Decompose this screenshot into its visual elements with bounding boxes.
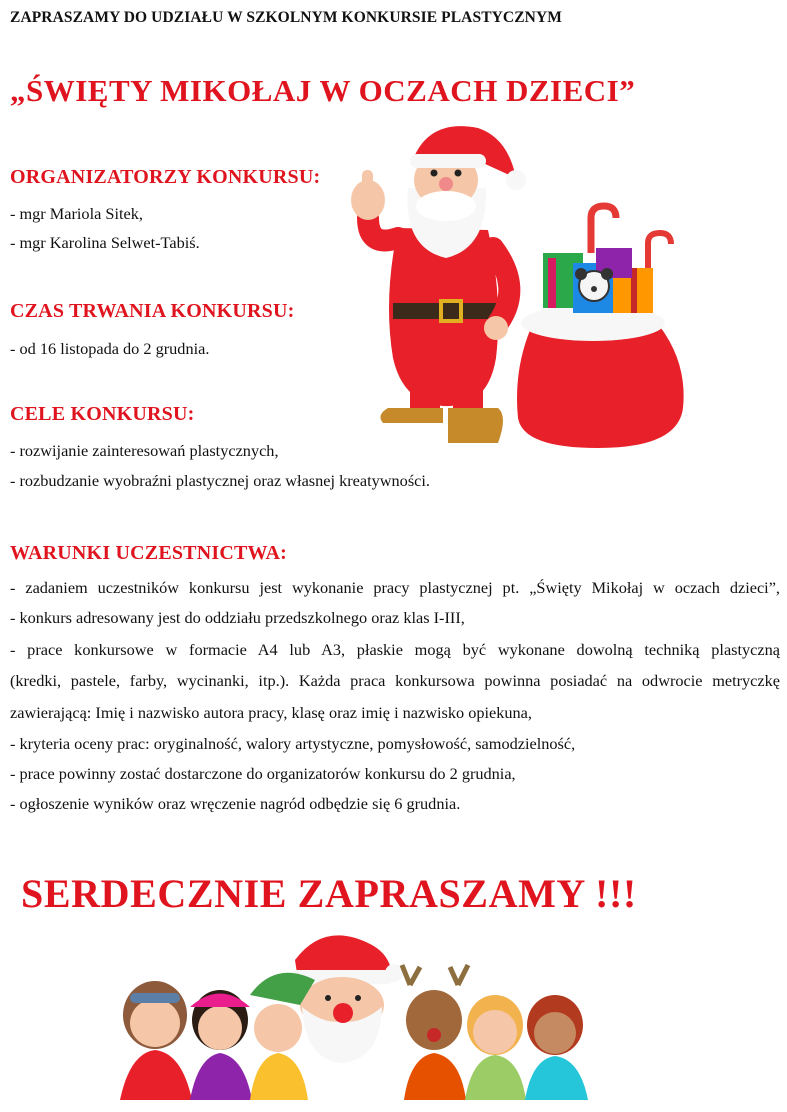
organizer-item: - mgr Mariola Sitek, xyxy=(10,204,143,223)
closing-invitation: SERDECZNIE ZAPRASZAMY !!! xyxy=(21,871,637,916)
condition-line: zawierającą: Imię i nazwisko autora pracy, klasę oraz imię i nazwisko opiekuna, xyxy=(10,703,532,722)
santa-with-children-icon xyxy=(110,925,595,1100)
contest-title: „ŚWIĘTY MIKOŁAJ W OCZACH DZIECI” xyxy=(10,73,636,108)
goal-item: - rozwijanie zainteresowań plastycznych, xyxy=(10,441,279,460)
organizer-item: - mgr Karolina Selwet-Tabiś. xyxy=(10,233,200,252)
organizers-heading: ORGANIZATORZY KONKURSU: xyxy=(10,166,321,188)
duration-heading: CZAS TRWANIA KONKURSU: xyxy=(10,300,295,322)
goals-heading: CELE KONKURSU: xyxy=(10,403,195,425)
condition-line: - kryteria oceny prac: oryginalność, walory artystyczne, pomysłowość, samodzielność, xyxy=(10,734,576,753)
condition-line: - zadaniem uczestników konkursu jest wykonanie pracy plastycznej pt. „Święty Mikołaj w oczach dzieci”, xyxy=(10,578,780,597)
conditions-heading: WARUNKI UCZESTNICTWA: xyxy=(10,542,288,564)
condition-line: - konkurs adresowany jest do oddziału przedszkolnego oraz klas I-III, xyxy=(10,608,465,627)
condition-line: - prace konkursowe w formacie A4 lub A3, płaskie mogą być wykonane dowolną techniką plastyczną xyxy=(10,640,780,659)
goal-item: - rozbudzanie wyobraźni plastycznej oraz własnej kreatywności. xyxy=(10,471,430,490)
intro-line: ZAPRASZAMY DO UDZIAŁU W SZKOLNYM KONKURSIE PLASTYCZNYM xyxy=(10,9,562,26)
condition-line: - prace powinny zostać dostarczone do organizatorów konkursu do 2 grudnia, xyxy=(10,764,516,783)
condition-line: - ogłoszenie wyników oraz wręczenie nagród odbędzie się 6 grudnia. xyxy=(10,794,461,813)
duration-item: - od 16 listopada do 2 grudnia. xyxy=(10,339,210,358)
santa-with-gift-sack-icon xyxy=(348,118,693,458)
condition-line: (kredki, pastele, farby, wycinanki, itp.). Każda praca konkursowa powinna posiadać na odwrocie metryczkę xyxy=(10,671,780,690)
